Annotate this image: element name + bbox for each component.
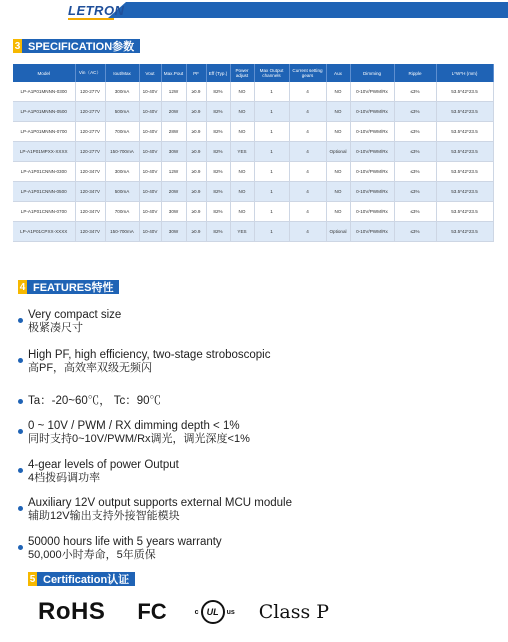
- column-header: Iout/Max: [105, 64, 139, 82]
- table-cell: 120-277V: [75, 142, 105, 162]
- table-cell: 300mA: [105, 82, 139, 102]
- feature-en: High PF, high efficiency, two-stage stroboscopic: [28, 349, 271, 361]
- table-cell: 53.5*42*23.5: [436, 162, 493, 182]
- table-cell: 120-347V: [75, 222, 105, 242]
- table-cell: 1: [254, 182, 289, 202]
- cert-section-label: Certification认证: [37, 572, 135, 586]
- table-cell: 300mA: [105, 162, 139, 182]
- column-header: Max Output channels: [254, 64, 289, 82]
- bullet-icon: [18, 399, 23, 404]
- column-header: L*W*H (mm): [436, 64, 493, 82]
- table-cell: NO: [326, 162, 350, 182]
- table-cell: 120-277V: [75, 102, 105, 122]
- table-cell: 30W: [161, 142, 186, 162]
- table-cell: LP-A1P01MNNN-0500: [13, 102, 75, 122]
- table-cell: 53.5*42*23.5: [436, 142, 493, 162]
- table-cell: 82%: [206, 82, 230, 102]
- table-row: [13, 182, 493, 202]
- features-section-label: FEATURES特性: [27, 280, 119, 294]
- features-section-title: [18, 279, 119, 295]
- table-cell: NO: [230, 162, 254, 182]
- feature-zh: 同时支持0~10V/PWM/Rx调光，调光深度<1%: [28, 433, 250, 445]
- table-cell: ≤3%: [394, 222, 436, 242]
- table-cell: 82%: [206, 202, 230, 222]
- ul-circle-icon: UL: [201, 600, 225, 624]
- table-cell: 4: [289, 222, 326, 242]
- table-cell: 30W: [161, 222, 186, 242]
- feature-item: [28, 497, 498, 523]
- table-cell: ≥0.9: [186, 222, 206, 242]
- table-cell: 4: [289, 122, 326, 142]
- rohs-logo: RoHS: [38, 598, 106, 625]
- table-cell: YES: [230, 222, 254, 242]
- feature-item: [28, 309, 498, 335]
- table-cell: 0-10V/PWM/Rx: [350, 162, 394, 182]
- table-cell: ≥0.9: [186, 142, 206, 162]
- table-cell: 0-10V/PWM/Rx: [350, 102, 394, 122]
- table-row: [13, 222, 493, 242]
- table-cell: 1: [254, 122, 289, 142]
- bullet-icon: [18, 468, 23, 473]
- table-cell: 0-10V/PWM/Rx: [350, 82, 394, 102]
- table-cell: NO: [326, 122, 350, 142]
- table-cell: 1: [254, 162, 289, 182]
- fc-logo: FC: [137, 599, 167, 624]
- feature-zh: 4档拨码调功率: [28, 472, 101, 484]
- table-cell: NO: [230, 102, 254, 122]
- table-cell: NO: [326, 82, 350, 102]
- table-cell: 1: [254, 142, 289, 162]
- table-cell: 1: [254, 82, 289, 102]
- features-section-number: 4: [19, 281, 26, 293]
- table-cell: NO: [326, 102, 350, 122]
- feature-en: Ta：-20~60℃， Tc：90℃: [28, 395, 162, 407]
- table-cell: 4: [289, 182, 326, 202]
- table-cell: 82%: [206, 102, 230, 122]
- table-cell: 1: [254, 202, 289, 222]
- table-cell: LP-A1P01MPXX-XXXX: [13, 142, 75, 162]
- feature-en: 4-gear levels of power Output: [28, 459, 179, 471]
- bullet-icon: [18, 506, 23, 511]
- feature-item: [28, 420, 498, 446]
- table-cell: 10-40V: [139, 162, 161, 182]
- bullet-icon: [18, 318, 23, 323]
- table-cell: 4: [289, 142, 326, 162]
- brand-logo: LETRON: [68, 3, 125, 18]
- table-cell: LP-A1P01CNNN-0700: [13, 202, 75, 222]
- table-cell: 30W: [161, 202, 186, 222]
- feature-en: 0 ~ 10V / PWM / RX dimming depth < 1%: [28, 420, 240, 432]
- table-cell: 120-347V: [75, 182, 105, 202]
- table-row: [13, 202, 493, 222]
- table-row: [13, 142, 493, 162]
- table-cell: NO: [326, 202, 350, 222]
- column-header: Ripple: [394, 64, 436, 82]
- table-cell: 4: [289, 202, 326, 222]
- feature-item: [28, 459, 498, 485]
- table-cell: 53.5*42*23.5: [436, 102, 493, 122]
- table-cell: ≤3%: [394, 142, 436, 162]
- table-cell: ≤3%: [394, 162, 436, 182]
- table-cell: 120-347V: [75, 202, 105, 222]
- table-cell: 10-40V: [139, 122, 161, 142]
- table-cell: 150-700mA: [105, 142, 139, 162]
- table-row: [13, 102, 493, 122]
- column-header: PF: [186, 64, 206, 82]
- table-cell: LP-A1P01MNNN-0700: [13, 122, 75, 142]
- table-cell: 28W: [161, 122, 186, 142]
- feature-item: [28, 349, 498, 375]
- table-cell: ≥0.9: [186, 182, 206, 202]
- table-cell: 0-10V/PWM/Rx: [350, 222, 394, 242]
- table-row: [13, 82, 493, 102]
- table-cell: 700mA: [105, 202, 139, 222]
- table-cell: ≤3%: [394, 82, 436, 102]
- table-cell: 12W: [161, 82, 186, 102]
- table-cell: LP-A1P01CNNN-0500: [13, 182, 75, 202]
- table-cell: 4: [289, 102, 326, 122]
- table-cell: 120-277V: [75, 82, 105, 102]
- bullet-icon: [18, 358, 23, 363]
- table-cell: 82%: [206, 182, 230, 202]
- table-cell: 4: [289, 82, 326, 102]
- table-cell: ≥0.9: [186, 202, 206, 222]
- bullet-icon: [18, 429, 23, 434]
- table-cell: 120-347V: [75, 162, 105, 182]
- table-cell: 10-40V: [139, 142, 161, 162]
- spec-table-body: [13, 82, 493, 242]
- column-header: Dimming: [350, 64, 394, 82]
- column-header: Aux: [326, 64, 350, 82]
- table-cell: 10-40V: [139, 182, 161, 202]
- table-cell: 82%: [206, 162, 230, 182]
- table-cell: 4: [289, 162, 326, 182]
- table-row: [13, 162, 493, 182]
- cul-us-logo: [195, 600, 235, 624]
- feature-en: 50000 hours life with 5 years warranty: [28, 536, 222, 548]
- table-cell: NO: [326, 182, 350, 202]
- column-header: Power adjust: [230, 64, 254, 82]
- feature-zh: 高PF，高效率双级无频闪: [28, 362, 153, 374]
- cert-logos: [38, 596, 329, 628]
- table-cell: 120-277V: [75, 122, 105, 142]
- feature-zh: 50,000小时寿命，5年质保: [28, 549, 156, 561]
- table-cell: 0-10V/PWM/Rx: [350, 202, 394, 222]
- column-header: Max.Pout: [161, 64, 186, 82]
- spec-section-number: 3: [14, 40, 21, 52]
- cert-section-number: 5: [29, 573, 36, 585]
- table-row: [13, 122, 493, 142]
- table-cell: NO: [230, 122, 254, 142]
- table-cell: 10-40V: [139, 82, 161, 102]
- table-cell: YES: [230, 142, 254, 162]
- feature-item: [28, 536, 498, 562]
- table-cell: ≥0.9: [186, 102, 206, 122]
- feature-zh: 极紧凑尺寸: [28, 322, 83, 334]
- table-cell: 150-700mA: [105, 222, 139, 242]
- table-cell: 10-40V: [139, 202, 161, 222]
- table-cell: 82%: [206, 142, 230, 162]
- column-header: Vout: [139, 64, 161, 82]
- table-cell: 53.5*42*23.5: [436, 202, 493, 222]
- logo-underline: [68, 18, 114, 20]
- table-cell: ≤3%: [394, 122, 436, 142]
- table-cell: LP-A1P01CNNN-0300: [13, 162, 75, 182]
- table-cell: 10-40V: [139, 222, 161, 242]
- spec-table-header: [13, 64, 493, 82]
- table-cell: 12W: [161, 162, 186, 182]
- column-header: Current setting gears: [289, 64, 326, 82]
- table-cell: 10-40V: [139, 102, 161, 122]
- table-cell: ≤3%: [394, 182, 436, 202]
- table-cell: Optional: [326, 222, 350, 242]
- table-cell: 20W: [161, 102, 186, 122]
- table-cell: LP-A1P01CPXX-XXXX: [13, 222, 75, 242]
- table-cell: 0-10V/PWM/Rx: [350, 142, 394, 162]
- table-cell: NO: [230, 182, 254, 202]
- table-cell: 53.5*42*23.5: [436, 82, 493, 102]
- table-cell: 700mA: [105, 122, 139, 142]
- table-cell: NO: [230, 202, 254, 222]
- table-cell: LP-A1P01MNNN-0300: [13, 82, 75, 102]
- column-header: Model: [13, 64, 75, 82]
- feature-item: [28, 395, 498, 408]
- table-cell: ≤3%: [394, 202, 436, 222]
- table-cell: 53.5*42*23.5: [436, 222, 493, 242]
- cert-section-title: [28, 571, 135, 587]
- feature-en: Very compact size: [28, 309, 122, 321]
- spec-section-label: SPECIFICATION参数: [22, 39, 140, 53]
- table-cell: 82%: [206, 222, 230, 242]
- table-cell: 0-10V/PWM/Rx: [350, 122, 394, 142]
- table-cell: NO: [230, 82, 254, 102]
- class-p-mark: Class P: [258, 601, 330, 623]
- header-blue-bar: [108, 2, 508, 18]
- ul-us-mark: us: [226, 608, 235, 616]
- bullet-icon: [18, 545, 23, 550]
- column-header: Eff (Typ.): [206, 64, 230, 82]
- table-cell: 500mA: [105, 102, 139, 122]
- column-header: Vin（AC）: [75, 64, 105, 82]
- spec-table: [13, 64, 494, 242]
- table-cell: ≥0.9: [186, 162, 206, 182]
- table-cell: 500mA: [105, 182, 139, 202]
- table-cell: 1: [254, 102, 289, 122]
- table-cell: 1: [254, 222, 289, 242]
- ul-c-mark: c: [194, 608, 199, 616]
- table-cell: 53.5*42*23.5: [436, 122, 493, 142]
- table-cell: 20W: [161, 182, 186, 202]
- table-cell: 0-10V/PWM/Rx: [350, 182, 394, 202]
- table-cell: ≤3%: [394, 102, 436, 122]
- feature-en: Auxiliary 12V output supports external MCU module: [28, 497, 292, 509]
- table-cell: ≥0.9: [186, 122, 206, 142]
- feature-zh: 辅助12V输出支持外接智能模块: [28, 510, 180, 522]
- table-cell: Optional: [326, 142, 350, 162]
- spec-section-title: [13, 38, 140, 54]
- table-cell: 53.5*42*23.5: [436, 182, 493, 202]
- table-cell: ≥0.9: [186, 82, 206, 102]
- table-cell: 82%: [206, 122, 230, 142]
